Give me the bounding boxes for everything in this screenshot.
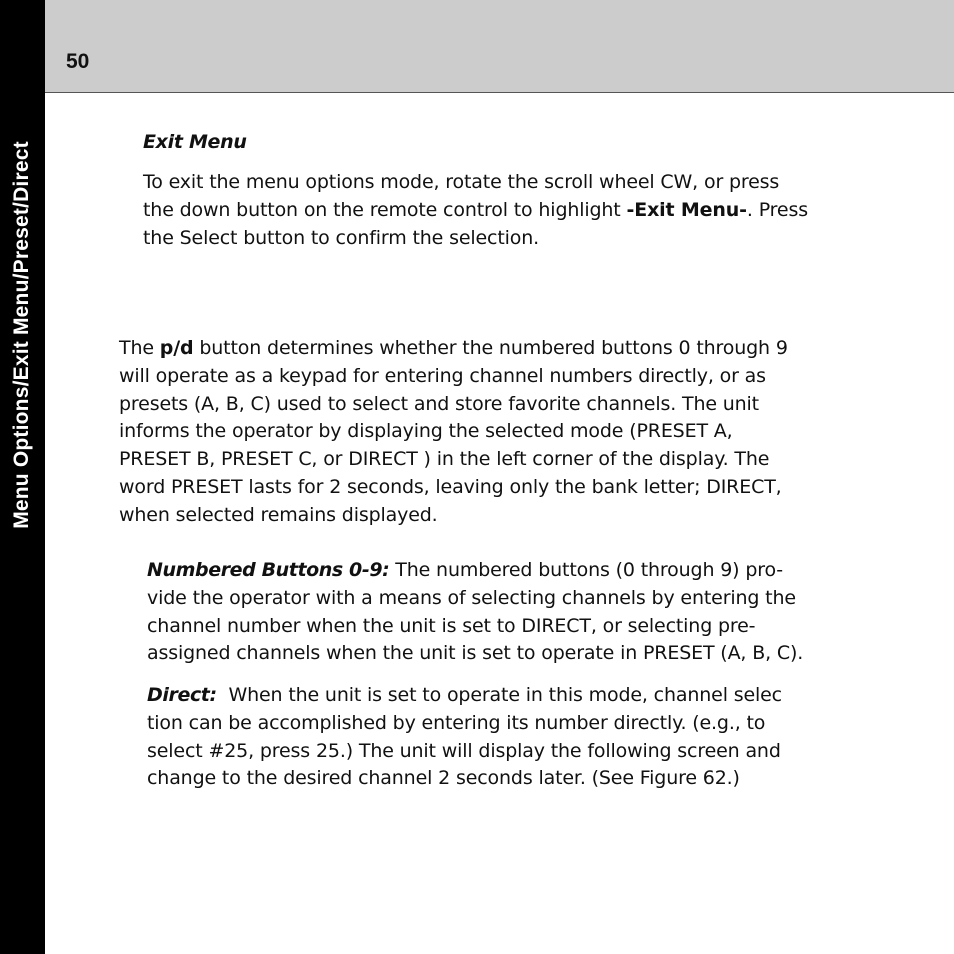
direct-paragraph [147,682,782,793]
numbered-buttons-line: vide the operator with a means of selecting channels by entering the [147,586,796,609]
side-tab-label: Menu Options/Exit Menu/Preset/Direct [10,141,33,529]
exit-menu-section [143,129,808,252]
pd-line: will operate as a keypad for entering channel numbers directly, or as [119,364,766,387]
exit-menu-option-name: -Exit Menu- [626,198,747,221]
page-number: 50 [66,50,90,73]
numbered-buttons-term: Numbered Buttons 0-9: [147,559,390,581]
exit-menu-heading: Exit Menu [143,131,247,153]
pd-button-term: p/d [159,337,194,359]
pd-line: when selected remains displayed. [119,503,438,526]
exit-menu-text [143,169,808,252]
exit-menu-line: To exit the menu options mode, rotate the scroll wheel CW, or press [143,171,780,193]
numbered-buttons-paragraph [147,557,803,668]
pd-line: The p/d button determines whether the numbered buttons 0 through 9 [119,337,788,359]
direct-line: Direct: When the unit is set to operate in this mode, channel selec [147,684,782,706]
direct-line: tion can be accomplished by entering its number directly. (e.g., to [147,711,766,734]
side-tab [0,0,45,954]
numbered-buttons-line: Numbered Buttons 0-9: The numbered buttons (0 through 9) pro- [147,559,784,581]
direct-term: Direct: [147,684,217,706]
numbered-buttons-line: assigned channels when the unit is set to operate in PRESET (A, B, C). [147,642,804,665]
direct-line: change to the desired channel 2 seconds later. (See Figure 62.) [147,767,740,790]
pd-line: PRESET B, PRESET C, or DIRECT ) in the left corner of the display. The [119,448,770,471]
pd-line: word PRESET lasts for 2 seconds, leaving only the bank letter; DIRECT, [119,475,782,498]
numbered-buttons-line: channel number when the unit is set to DIRECT, or selecting pre- [147,614,756,637]
pd-button-paragraph [119,335,788,530]
exit-menu-line: the down button on the remote control to highlight -Exit Menu-. Press [143,198,808,221]
exit-menu-line: the Select button to confirm the selection. [143,226,540,249]
page-header [45,0,954,93]
pd-line: presets (A, B, C) used to select and store favorite channels. The unit [119,392,759,415]
direct-line: select #25, press 25.) The unit will display the following screen and [147,739,781,762]
pd-line: informs the operator by displaying the selected mode (PRESET A, [119,420,733,443]
